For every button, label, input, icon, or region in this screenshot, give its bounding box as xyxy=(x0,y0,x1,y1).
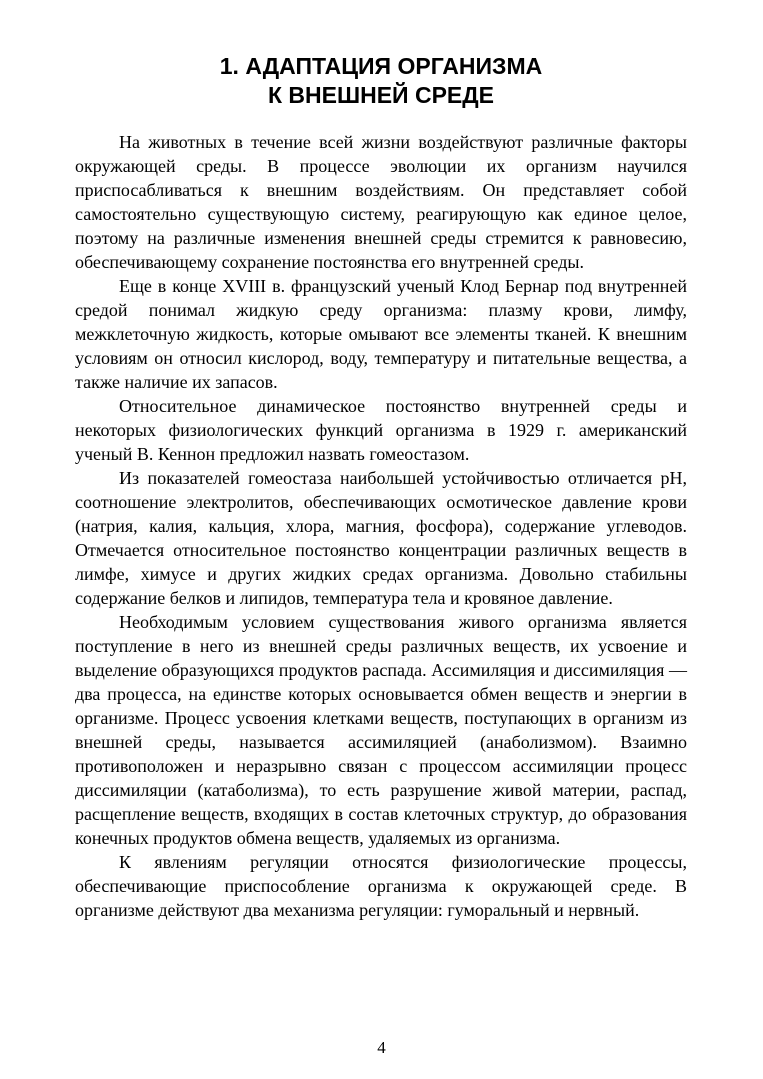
paragraph-5: Необходимым условием существования живого организма является поступление в него из внешней среды различных веществ, их усвоение и выделение образующихся продуктов распада. Ассимиляция и диссимиляция — два процесса, на единстве которых основывается обмен веществ и энергии в организме. Процесс усвоения клетками веществ, поступающих в организм из внешней среды, называется ассимиляцией (анаболизмом). Взаимно противоположен и неразрывно связан с процессом ассимиляции процесс диссимиляции (катаболизма), то есть разрушение живой материи, распад, расщепление веществ, входящих в состав клеточных структур, до образования конечных продуктов обмена веществ, удаляемых из организма. xyxy=(75,612,687,848)
chapter-title-line-2: К ВНЕШНЕЙ СРЕДЕ xyxy=(268,82,494,108)
body-text xyxy=(75,130,687,922)
paragraph-2: Еще в конце XVIII в. французский ученый Клод Бернар под внутренней средой понимал жидкую среду организма: плазму крови, лимфу, межклеточную жидкость, которые омывают все элементы тканей. К внешним условиям он относил кислород, воду, температуру и питательные вещества, а также наличие их запасов. xyxy=(75,276,687,392)
chapter-title xyxy=(75,52,687,110)
page-number: 4 xyxy=(377,1038,386,1057)
paragraph-1: На животных в течение всей жизни воздействуют различные факторы окружающей среды. В процессе эволюции их организм научился приспосабливаться к внешним воздействиям. Он представляет собой самостоятельно существующую систему, реагирующую как единое целое, поэтому на различные изменения внешней среды стремится к равновесию, обеспечивающему сохранение постоянства его внутренней среды. xyxy=(75,132,687,272)
paragraph-4: Из показателей гомеостаза наибольшей устойчивостью отличается pH, соотношение электролитов, обеспечивающих осмотическое давление крови (натрия, калия, кальция, хлора, магния, фосфора), содержание углеводов. Отмечается относительное постоянство концентрации различных веществ в лимфе, химусе и других жидких средах организма. Довольно стабильны содержание белков и липидов, температура тела и кровяное давление. xyxy=(75,468,687,608)
paragraph-3: Относительное динамическое постоянство внутренней среды и некоторых физиологических функций организма в 1929 г. американский ученый В. Кеннон предложил назвать гомеостазом. xyxy=(75,396,687,464)
page-content xyxy=(75,52,687,922)
chapter-title-line-1: 1. АДАПТАЦИЯ ОРГАНИЗМА xyxy=(219,53,543,79)
paragraph-6: К явлениям регуляции относятся физиологические процессы, обеспечивающие приспособление организма к окружающей среде. В организме действуют два механизма регуляции: гуморальный и нервный. xyxy=(75,852,687,920)
